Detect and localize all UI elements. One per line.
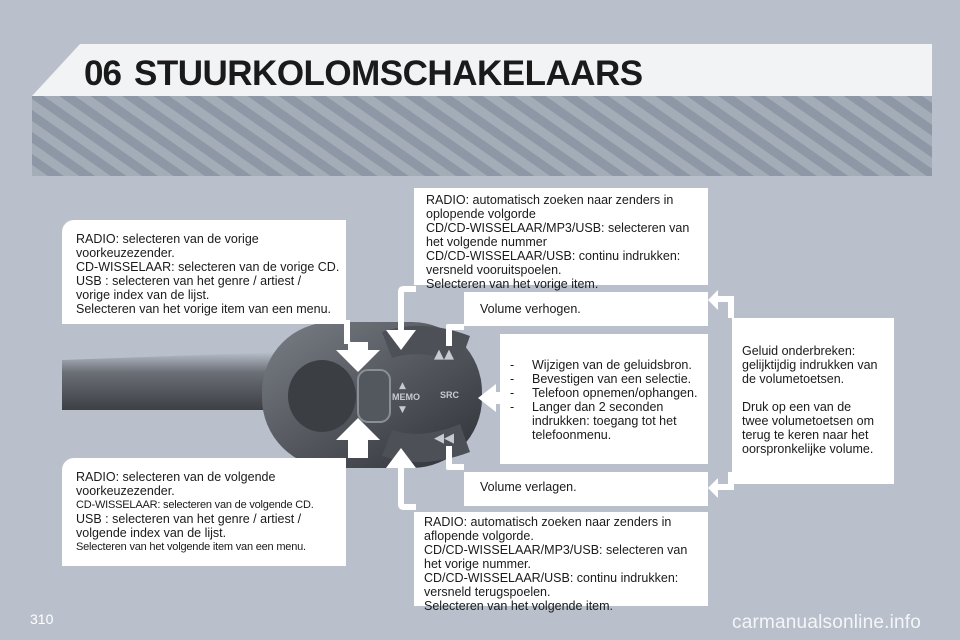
chapter-number: 06 (84, 54, 121, 93)
text-line: Geluid onderbreken: (742, 344, 856, 358)
arrow-far-right-bottom (708, 472, 734, 498)
callout-volume-down (464, 472, 708, 506)
callout-seek-up (414, 188, 708, 291)
text-line: het vorige nummer. (424, 557, 531, 571)
list-item-text: Wijzigen van de geluidsbron. (532, 358, 692, 372)
watermark: carmanualsonline.info (732, 612, 922, 633)
text-line: RADIO: selecteren van de vorige (76, 232, 259, 246)
arrow-far-right-top (708, 290, 734, 318)
callout-volume-up (464, 292, 708, 326)
list-dash: - (510, 358, 515, 372)
text-line: CD/CD-WISSELAAR/MP3/USB: selecteren van (426, 221, 690, 235)
stalk-arm (62, 352, 292, 410)
list-item-text: Langer dan 2 seconden (532, 400, 664, 414)
text-line: Selecteren van het volgende item. (424, 599, 614, 613)
callout-mute (732, 318, 894, 484)
text-line: USB : selecteren van het genre / artiest / (76, 512, 302, 526)
thumb-wheel-housing (288, 360, 356, 432)
text-line: Selecteren van het vorige item. (426, 277, 599, 291)
list-item-text: Bevestigen van een selectie. (532, 372, 692, 386)
memo-up-arrow: ▲ (399, 381, 406, 391)
text-line: CD-WISSELAAR: selecteren van de volgende CD. (76, 499, 314, 511)
src-label: SRC (440, 390, 460, 400)
page-number: 310 (30, 611, 54, 627)
text-line: versneld vooruitspoelen. (426, 263, 562, 277)
text-line: terug te keren naar het (742, 428, 869, 442)
text-line: aflopende volgorde. (424, 529, 534, 543)
text-line: Selecteren van het volgende item van een menu. (76, 541, 306, 553)
text-line: Selecteren van het vorige item van een menu. (76, 302, 332, 316)
thumb-wheel (358, 370, 390, 422)
text-line: de volumetoetsen. (742, 372, 845, 386)
text-line: oorspronkelijke volume. (742, 442, 874, 456)
text-line: twee volumetoetsen om (742, 414, 875, 428)
text-line: Volume verlagen. (480, 480, 577, 494)
text-line: CD/CD-WISSELAAR/MP3/USB: selecteren van (424, 543, 688, 557)
callout-source-select (500, 334, 708, 464)
memo-label: MEMO (392, 392, 420, 402)
memo-down-arrow: ▼ (399, 405, 406, 415)
volume-down-symbol: ◀◀ (434, 431, 454, 446)
callout-next-preset (62, 458, 346, 566)
list-item-continuation (510, 414, 700, 428)
text-line: RADIO: automatisch zoeken naar zenders in (426, 193, 674, 207)
text-line: RADIO: automatisch zoeken naar zenders in (424, 515, 672, 529)
text-line: voorkeuzezender. (76, 246, 175, 260)
callout-previous-preset (62, 220, 346, 324)
callout-seek-down (414, 512, 708, 613)
list-dash: - (510, 386, 515, 400)
text-line: RADIO: selecteren van de volgende (76, 470, 276, 484)
list-item (510, 400, 700, 414)
list-item (510, 386, 700, 400)
list-item-text: telefoonmenu. (532, 428, 612, 442)
text-line: CD/CD-WISSELAAR/USB: continu indrukken: (426, 249, 681, 263)
list-item (510, 372, 700, 386)
text-line: Volume verhogen. (480, 302, 581, 316)
list-dash: - (510, 400, 515, 414)
text-line: vorige index van de lijst. (76, 288, 210, 302)
text-line: oplopende volgorde (426, 207, 536, 221)
list-dash: - (510, 372, 515, 386)
text-line: voorkeuzezender. (76, 484, 175, 498)
text-line: CD/CD-WISSELAAR/USB: continu indrukken: (424, 571, 679, 585)
list-item (510, 358, 700, 372)
text-line: het volgende nummer (426, 235, 547, 249)
text-line: volgende index van de lijst. (76, 526, 227, 540)
list-item-text: Telefoon opnemen/ophangen. (532, 386, 698, 400)
text-line: Druk op een van de (742, 400, 852, 414)
volume-up-symbol: ▲▲ (434, 347, 454, 362)
chapter-title: STUURKOLOMSCHAKELAARS (134, 54, 643, 93)
list-item-text: indrukken: toegang tot het (532, 414, 677, 428)
list-item-continuation (510, 428, 700, 442)
text-line: USB : selecteren van het genre / artiest / (76, 274, 302, 288)
text-line: versneld terugspoelen. (424, 585, 551, 599)
text-line: gelijktijdig indrukken van (742, 358, 878, 372)
text-line: CD-WISSELAAR: selecteren van de vorige CD. (76, 260, 340, 274)
